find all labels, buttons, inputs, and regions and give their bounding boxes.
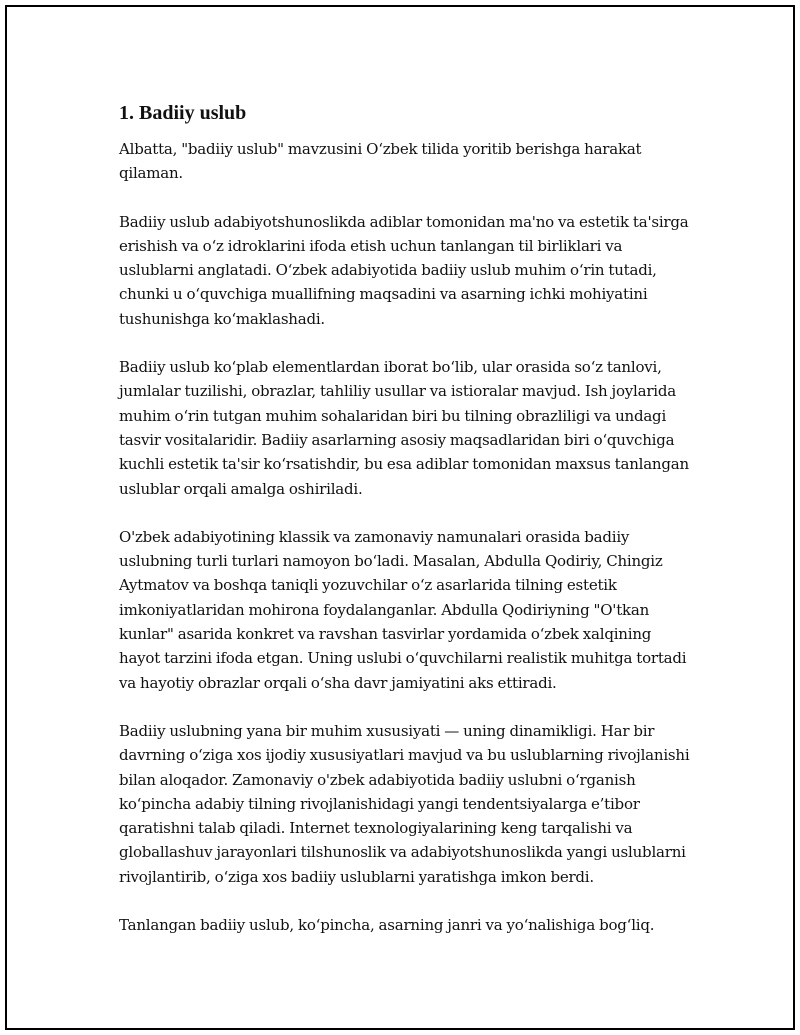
section-heading: 1. Badiiy uslub	[119, 102, 247, 124]
paragraph-conclusion: Tanlangan badiiy uslub, ko‘pincha, asarning janri va yo‘nalishiga bog‘liq.	[119, 916, 655, 935]
document-body	[119, 99, 694, 961]
paragraph-elements: Badiiy uslub ko‘plab elementlardan iborat bo‘lib, ular orasida so‘z tanlovi, jumlalar tuzilishi, obrazlar, tahliliy usullar va istioralar mavjud. Ish joylarida muhim o‘rin tutgan muhim sohalaridan biri bu tilning obrazliligi va undagi tasvir vositalaridir. Badiiy asarlarning asosiy maqsadlaridan biri o‘quvchiga kuchli estetik ta'sir ko‘rsatishdir, bu esa adiblar tomonidan maxsus tanlangan uslublar orqali amalga oshiriladi.	[119, 358, 689, 498]
paragraph-intro: Albatta, "badiiy uslub" mavzusini O‘zbek tilida yoritib berishga harakat qilaman.	[119, 140, 642, 183]
paragraph-examples: O'zbek adabiyotining klassik va zamonaviy namunalari orasida badiiy uslubning turli turlari namoyon bo‘ladi. Masalan, Abdulla Qodiriy, Chingiz Aytmatov va boshqa taniqli yozuvchilar o‘z asarlarida tilning estetik imkoniyatlaridan mohirona foydalanganlar. Abdulla Qodiriyning "O'tkan kunlar" asarida konkret va ravshan tasvirlar yordamida o‘zbek xalqining hayot tarzini ifoda etgan. Uning uslubi o‘quvchilarni realistik muhitga tortadi va hayotiy obrazlar orqali o‘sha davr jamiyatini aks ettiradi.	[119, 527, 687, 692]
page-border	[5, 5, 795, 1030]
paragraph-dynamics: Badiiy uslubning yana bir muhim xususiyati — uning dinamikligi. Har bir davrning o‘ziga xos ijodiy xususiyatlari mavjud va bu uslublarning rivojlanishi bilan aloqador. Zamonaviy o'zbek adabiyotida badiiy uslubni o‘rganish ko‘pincha adabiy tilning rivojlanishidagi yangi tendentsiyalarga e’tibor qaratishni talab qiladi. Internet texnologiyalarining keng tarqalishi va globallashuv jarayonlari tilshunoslik va adabiyotshunoslikda yangi uslublarni rivojlantirib, o‘ziga xos badiiy uslublarni yaratishga imkon berdi.	[119, 721, 690, 886]
paragraph-definition: Badiiy uslub adabiyotshunoslikda adiblar tomonidan ma'no va estetik ta'sirga erishish va o‘z idroklarini ifoda etish uchun tanlangan til birliklari va uslublarni anglatadi. O‘zbek adabiyotida badiiy uslub muhim o‘rin tutadi, chunki u o‘quvchiga muallifning maqsadini va asarning ichki mohiyatini tushunishga ko‘maklashadi.	[119, 212, 689, 328]
